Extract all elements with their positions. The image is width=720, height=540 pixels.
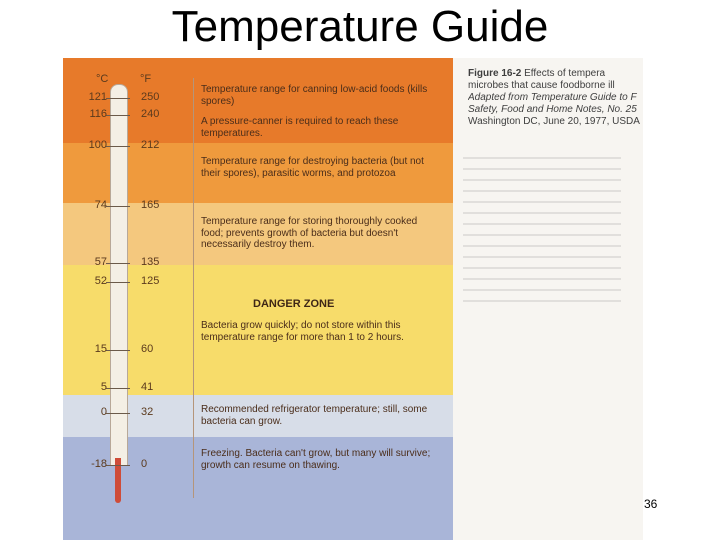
tick-line (106, 263, 130, 264)
danger-zone-title: DANGER ZONE (253, 298, 335, 310)
zone-canning-text: Temperature range for canning low-acid foods (kills spores) (201, 84, 428, 107)
tick-fahrenheit: 212 (141, 139, 160, 151)
tick-fahrenheit: 60 (141, 343, 154, 355)
tick-celsius: 116 (89, 108, 107, 120)
zone-separator (193, 78, 194, 498)
caption-line: Washington DC, June 20, 1977, USDA (468, 116, 640, 127)
page-number: 36 (644, 497, 658, 511)
celsius-unit: °C (96, 73, 109, 85)
tick-celsius: 57 (94, 256, 107, 268)
fahrenheit-unit: °F (140, 73, 152, 85)
zone-storing-text: Temperature range for storing thoroughly cooked food; prevents growth of bacteria but doesn't necessarily destroy them. (201, 216, 418, 250)
temperature-figure (63, 58, 643, 540)
tick-celsius: 100 (88, 139, 107, 151)
caption-line: Effects of tempera (524, 68, 606, 79)
zone-fridge-text: Recommended refrigerator temperature; still, some bacteria can grow. (201, 404, 428, 427)
zone-freezing-text: Freezing. Bacteria can't grow, but many will survive; growth can resume on thawing. (201, 448, 431, 471)
tick-celsius: 0 (100, 406, 107, 418)
tick-fahrenheit: 0 (141, 458, 148, 470)
thermometer-tube (110, 84, 128, 466)
slide-title: Temperature Guide (171, 2, 549, 51)
tick-fahrenheit: 165 (141, 199, 160, 211)
tick-line (106, 98, 130, 99)
tick-line (106, 350, 130, 351)
tick-line (106, 465, 130, 466)
tick-line (106, 282, 130, 283)
tick-line (106, 146, 130, 147)
tick-fahrenheit: 41 (141, 381, 154, 393)
tick-fahrenheit: 32 (141, 406, 154, 418)
tick-celsius: 5 (100, 381, 107, 393)
tick-celsius: 121 (88, 91, 107, 103)
caption-line: Safety, Food and Home Notes, No. 25 (468, 104, 637, 115)
temperature-chart (63, 58, 453, 540)
tick-fahrenheit: 250 (141, 91, 160, 103)
caption-line: microbes that cause foodborne ill (468, 80, 615, 91)
tick-celsius: -18 (91, 458, 107, 470)
tick-fahrenheit: 240 (141, 108, 160, 120)
tick-fahrenheit: 125 (141, 275, 160, 287)
tick-fahrenheit: 135 (141, 256, 160, 268)
figure-caption (468, 68, 643, 128)
zone-destroy-text: Temperature range for destroying bacteria (but not their spores), parasitic worms, and protozoa (201, 156, 424, 179)
tick-celsius: 15 (94, 343, 107, 355)
tick-celsius: 74 (94, 199, 107, 211)
figure-label: Figure 16-2 (468, 68, 522, 79)
zone-danger-text: Bacteria grow quickly; do not store within this temperature range for more than 1 to 2 hours. (201, 320, 404, 343)
tick-line (106, 115, 130, 116)
faint-bleedthrough-text (463, 148, 643, 358)
tick-line (106, 413, 130, 414)
tick-line (106, 388, 130, 389)
caption-line: Adapted from Temperature Guide to F (468, 92, 637, 103)
tick-celsius: 52 (94, 275, 107, 287)
zone-pressure-text: A pressure-canner is required to reach these temperatures. (201, 116, 399, 139)
tick-line (106, 206, 130, 207)
